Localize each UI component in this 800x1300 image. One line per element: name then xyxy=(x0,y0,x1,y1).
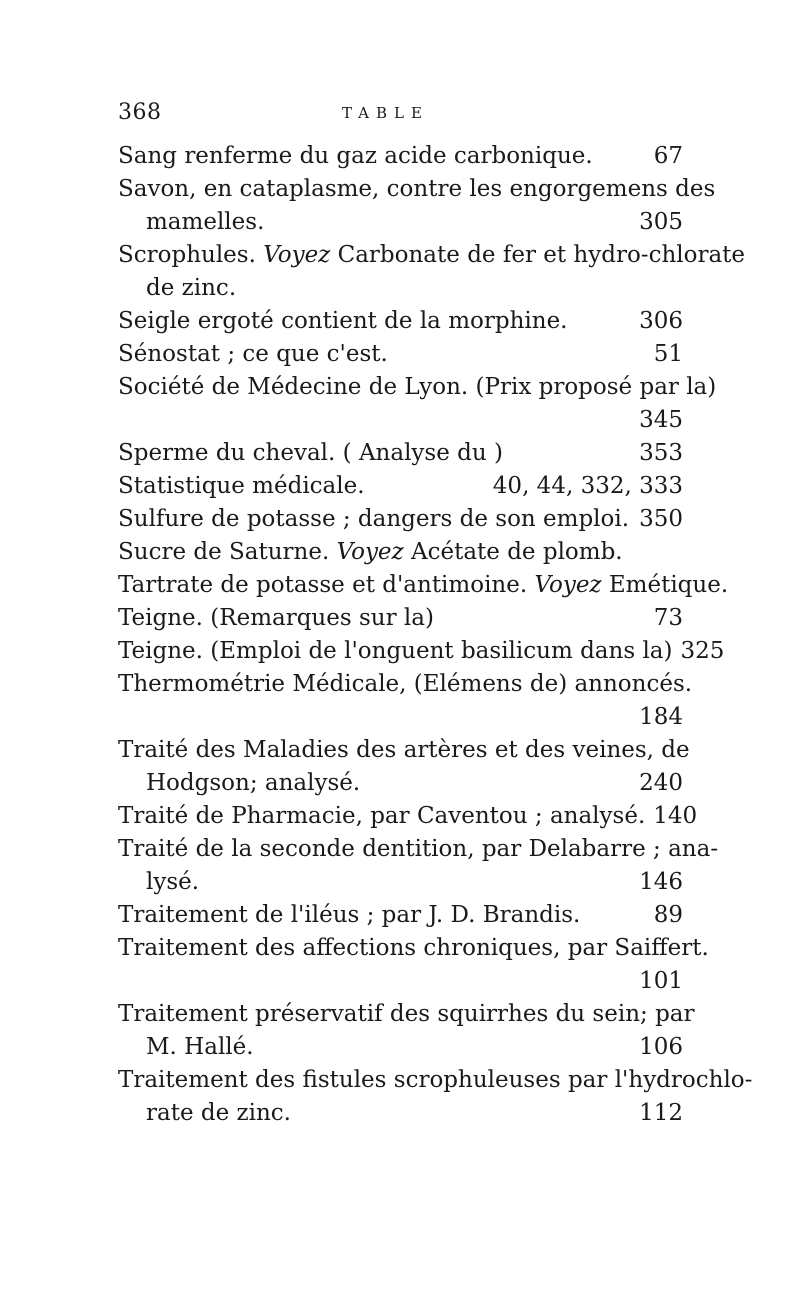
entry-page: 146 xyxy=(639,869,683,895)
entry-text: Sulfure de potasse ; dangers de son emploi. xyxy=(118,506,630,532)
entry-text-continued: M. Hallé. xyxy=(146,1034,254,1060)
index-entry xyxy=(118,602,683,635)
index-entry xyxy=(118,140,683,173)
entry-page: 67 xyxy=(653,143,683,169)
entry-text-continued: de zinc. xyxy=(146,275,237,301)
entry-page: 305 xyxy=(639,209,683,235)
entry-text: Traité de Pharmacie, par Caventou ; analysé. xyxy=(118,803,646,829)
entry-text: Teigne. (Remarques sur la) xyxy=(118,605,434,631)
entry-page: 112 xyxy=(639,1100,683,1126)
entry-page: 325 xyxy=(680,638,725,664)
entry-page: 89 xyxy=(653,902,683,928)
entry-page: 240 xyxy=(639,770,683,796)
entry-text: Traitement des affections chroniques, par Saiffert. xyxy=(118,935,709,961)
index-entry xyxy=(118,305,683,338)
entry-text: Emétique. xyxy=(601,572,729,598)
entry-text: Société de Médecine de Lyon. (Prix proposé par la) xyxy=(118,374,717,400)
entry-text: Seigle ergoté contient de la morphine. xyxy=(118,308,568,334)
index-entries xyxy=(118,140,753,1130)
running-title: TABLE xyxy=(342,104,429,122)
index-entry xyxy=(118,800,698,833)
index-entry xyxy=(118,998,695,1064)
entry-text: Carbonate de fer et hydro-chlorate xyxy=(330,242,746,268)
entry-text: Sénostat ; ce que c'est. xyxy=(118,341,388,367)
index-entry xyxy=(118,569,729,602)
entry-text-continued: Hodgson; analysé. xyxy=(146,770,361,796)
index-entry xyxy=(118,239,746,305)
entry-page: 306 xyxy=(639,308,683,334)
entry-page: 101 xyxy=(639,968,683,994)
entry-page: 353 xyxy=(639,440,683,466)
index-entry xyxy=(118,1064,753,1130)
entry-text: Acétate de plomb. xyxy=(403,539,623,565)
entry-text: Traité de la seconde dentition, par Delabarre ; ana- xyxy=(118,836,719,862)
entry-page: 350 xyxy=(639,506,683,532)
entry-text: Sperme du cheval. ( Analyse du ) xyxy=(118,440,503,466)
entry-page: 140 xyxy=(653,803,698,829)
entry-text: Traitement de l'iléus ; par J. D. Brandis. xyxy=(118,902,581,928)
entry-page: 345 xyxy=(639,407,683,433)
entry-text: Traitement préservatif des squirrhes du sein; par xyxy=(118,1001,695,1027)
page-number: 368 xyxy=(118,100,162,125)
index-entry xyxy=(118,503,683,536)
index-entry xyxy=(118,635,725,668)
entry-text: Statistique médicale. xyxy=(118,473,365,499)
index-entry xyxy=(118,833,719,899)
entry-page: 184 xyxy=(639,704,683,730)
entry-page: 73 xyxy=(653,605,683,631)
see-reference: Voyez xyxy=(263,242,331,268)
entry-page: 51 xyxy=(653,341,683,367)
entry-text: Traitement des fistules scrophuleuses par l'hydrochlo- xyxy=(118,1067,753,1093)
entry-text: Sucre de Saturne. xyxy=(118,539,337,565)
entry-text: Scrophules. xyxy=(118,242,264,268)
entry-page: 40, 44, 332, 333 xyxy=(492,473,683,499)
entry-text: Savon, en cataplasme, contre les engorgemens des xyxy=(118,176,716,202)
index-entry xyxy=(118,668,693,734)
index-entry xyxy=(118,899,683,932)
entry-text-continued: rate de zinc. xyxy=(146,1100,291,1126)
index-entry xyxy=(118,470,683,503)
index-entry xyxy=(118,932,709,998)
running-head xyxy=(118,100,678,140)
entry-text: Traité des Maladies des artères et des veines, de xyxy=(118,737,690,763)
entry-text: Tartrate de potasse et d'antimoine. xyxy=(118,572,535,598)
entry-page: 106 xyxy=(639,1034,683,1060)
index-entry xyxy=(118,536,683,569)
index-entry xyxy=(118,173,716,239)
entry-text: Sang renferme du gaz acide carbonique. xyxy=(118,143,593,169)
entry-text-continued: lysé. xyxy=(146,869,200,895)
index-entry xyxy=(118,371,717,437)
see-reference: Voyez xyxy=(534,572,602,598)
index-entry xyxy=(118,338,683,371)
index-entry xyxy=(118,734,690,800)
see-reference: Voyez xyxy=(336,539,404,565)
entry-text: Teigne. (Emploi de l'onguent basilicum dans la) xyxy=(118,638,673,664)
entry-text-continued: mamelles. xyxy=(146,209,265,235)
index-entry xyxy=(118,437,683,470)
entry-text: Thermométrie Médicale, (Elémens de) annoncés. xyxy=(118,671,693,697)
